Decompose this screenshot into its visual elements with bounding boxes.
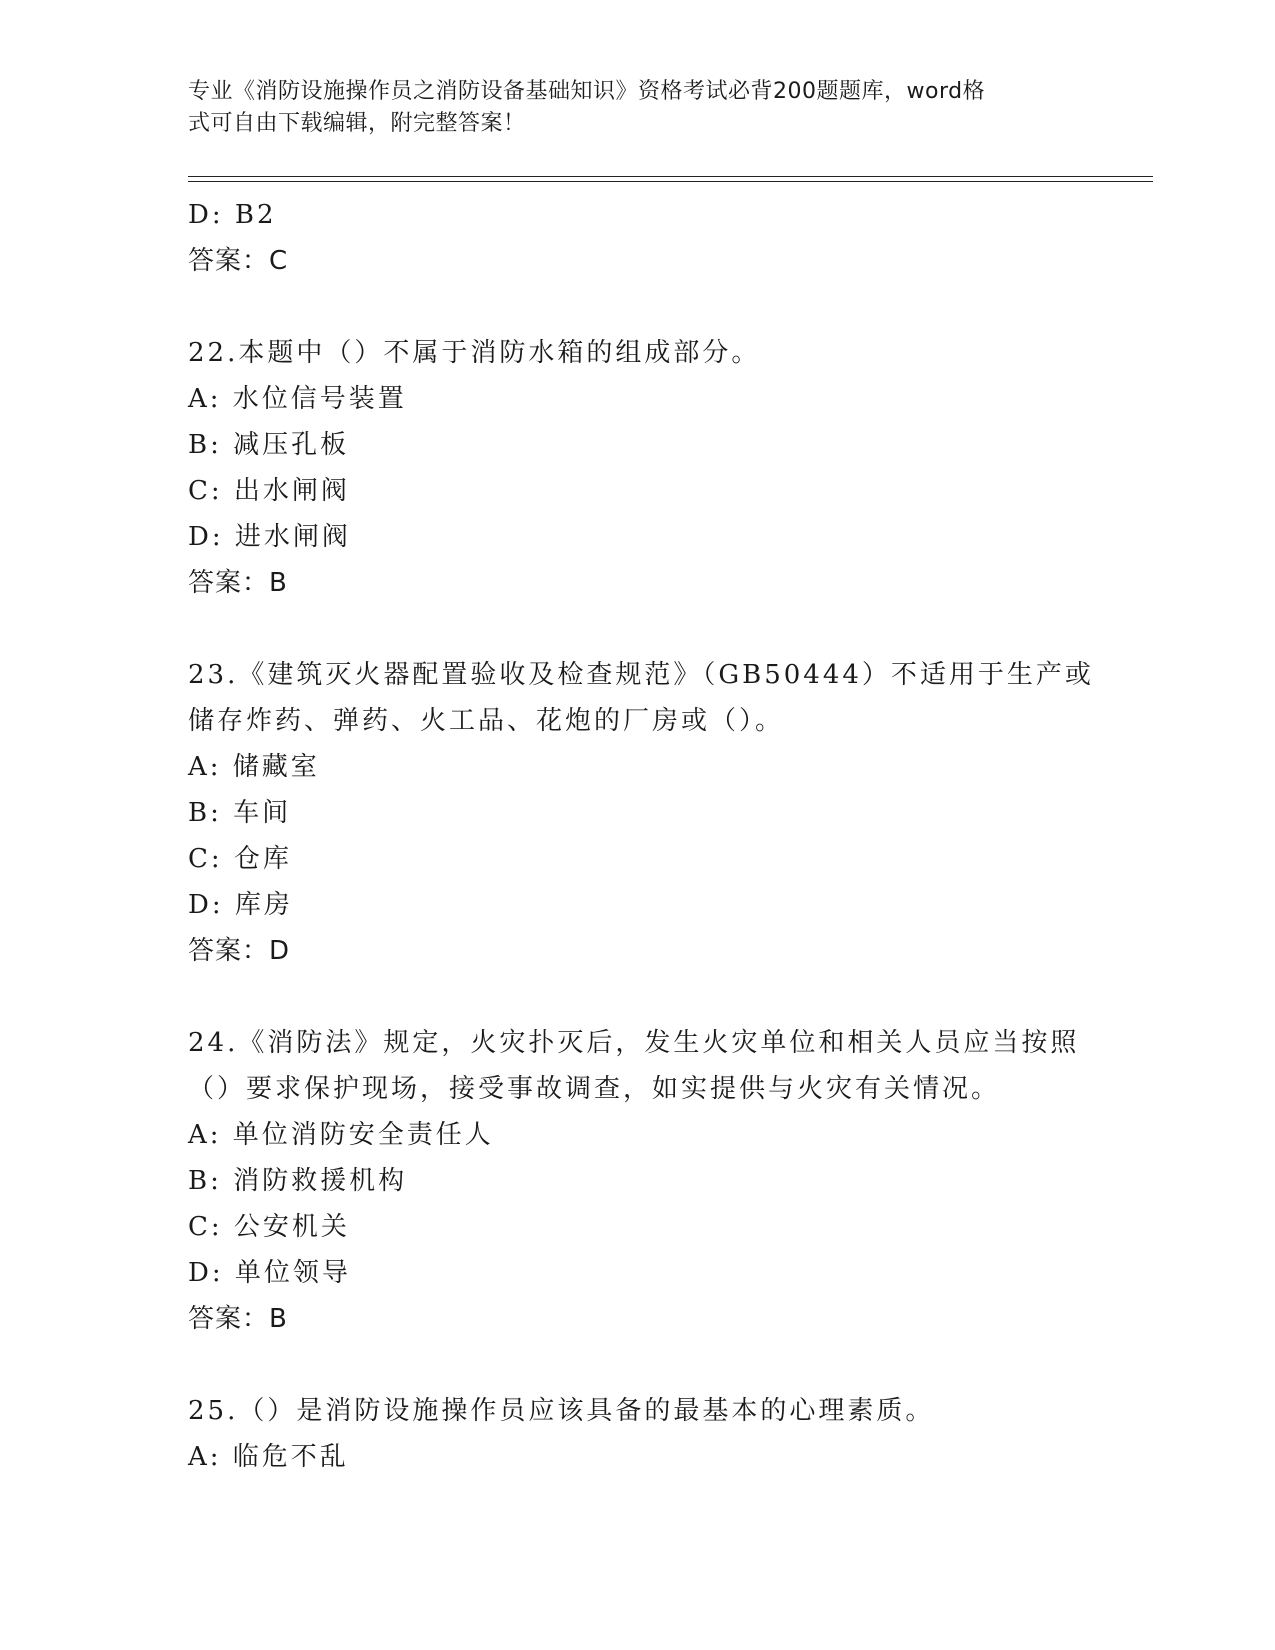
header-divider-bottom <box>188 181 1153 182</box>
option-a: A: 储藏室 <box>188 752 320 782</box>
question-22 <box>188 330 1088 606</box>
answer: 答案：D <box>188 936 291 966</box>
answer: 答案：B <box>188 1304 288 1334</box>
document-header <box>188 76 1088 140</box>
question-stem: 25.（）是消防设施操作员应该具备的最基本的心理素质。 <box>188 1396 935 1426</box>
header-line-2: 式可自由下载编辑，附完整答案！ <box>188 111 526 136</box>
question-23 <box>188 652 1094 974</box>
option-c: C: 仓库 <box>188 844 292 874</box>
question-stem-line-1: 24.《消防法》规定，火灾扑灭后，发生火灾单位和相关人员应当按照 <box>188 1028 1080 1058</box>
header-line-1: 专业《消防设施操作员之消防设备基础知识》资格考试必背200题题库，word格 <box>188 79 986 104</box>
option-a: A: 临危不乱 <box>188 1442 349 1472</box>
option-b: B: 消防救援机构 <box>188 1166 408 1196</box>
option-b: B: 车间 <box>188 798 292 828</box>
question-stem-line-2: （）要求保护现场，接受事故调查，如实提供与火灾有关情况。 <box>188 1074 1001 1104</box>
option-b: B: 减压孔板 <box>188 430 350 460</box>
question-stem-line-1: 23.《建筑灭火器配置验收及检查规范》（GB50444）不适用于生产或 <box>188 660 1094 690</box>
spacer <box>188 1342 1088 1388</box>
header-divider-top <box>188 176 1153 177</box>
option-d: D: 单位领导 <box>188 1258 351 1288</box>
question-25 <box>188 1388 1088 1480</box>
question-list <box>188 192 1094 1480</box>
option-c: C: 公安机关 <box>188 1212 350 1242</box>
option-c: C: 出水闸阀 <box>188 476 350 506</box>
option-d: D: 进水闸阀 <box>188 522 351 552</box>
answer: 答案：B <box>188 568 288 598</box>
option-a: A: 水位信号装置 <box>188 384 407 414</box>
question-stem-line-2: 储存炸药、弹药、火工品、花炮的厂房或（）。 <box>188 706 785 736</box>
spacer <box>188 606 1088 652</box>
question-24 <box>188 1020 1088 1342</box>
question-stem: 22.本题中（）不属于消防水箱的组成部分。 <box>188 338 761 368</box>
spacer <box>188 974 1088 1020</box>
option-d: D: 库房 <box>188 890 293 920</box>
option-d: D: B2 <box>188 200 277 230</box>
answer: 答案：C <box>188 246 289 276</box>
option-a: A: 单位消防安全责任人 <box>188 1120 494 1150</box>
spacer <box>188 284 1088 330</box>
